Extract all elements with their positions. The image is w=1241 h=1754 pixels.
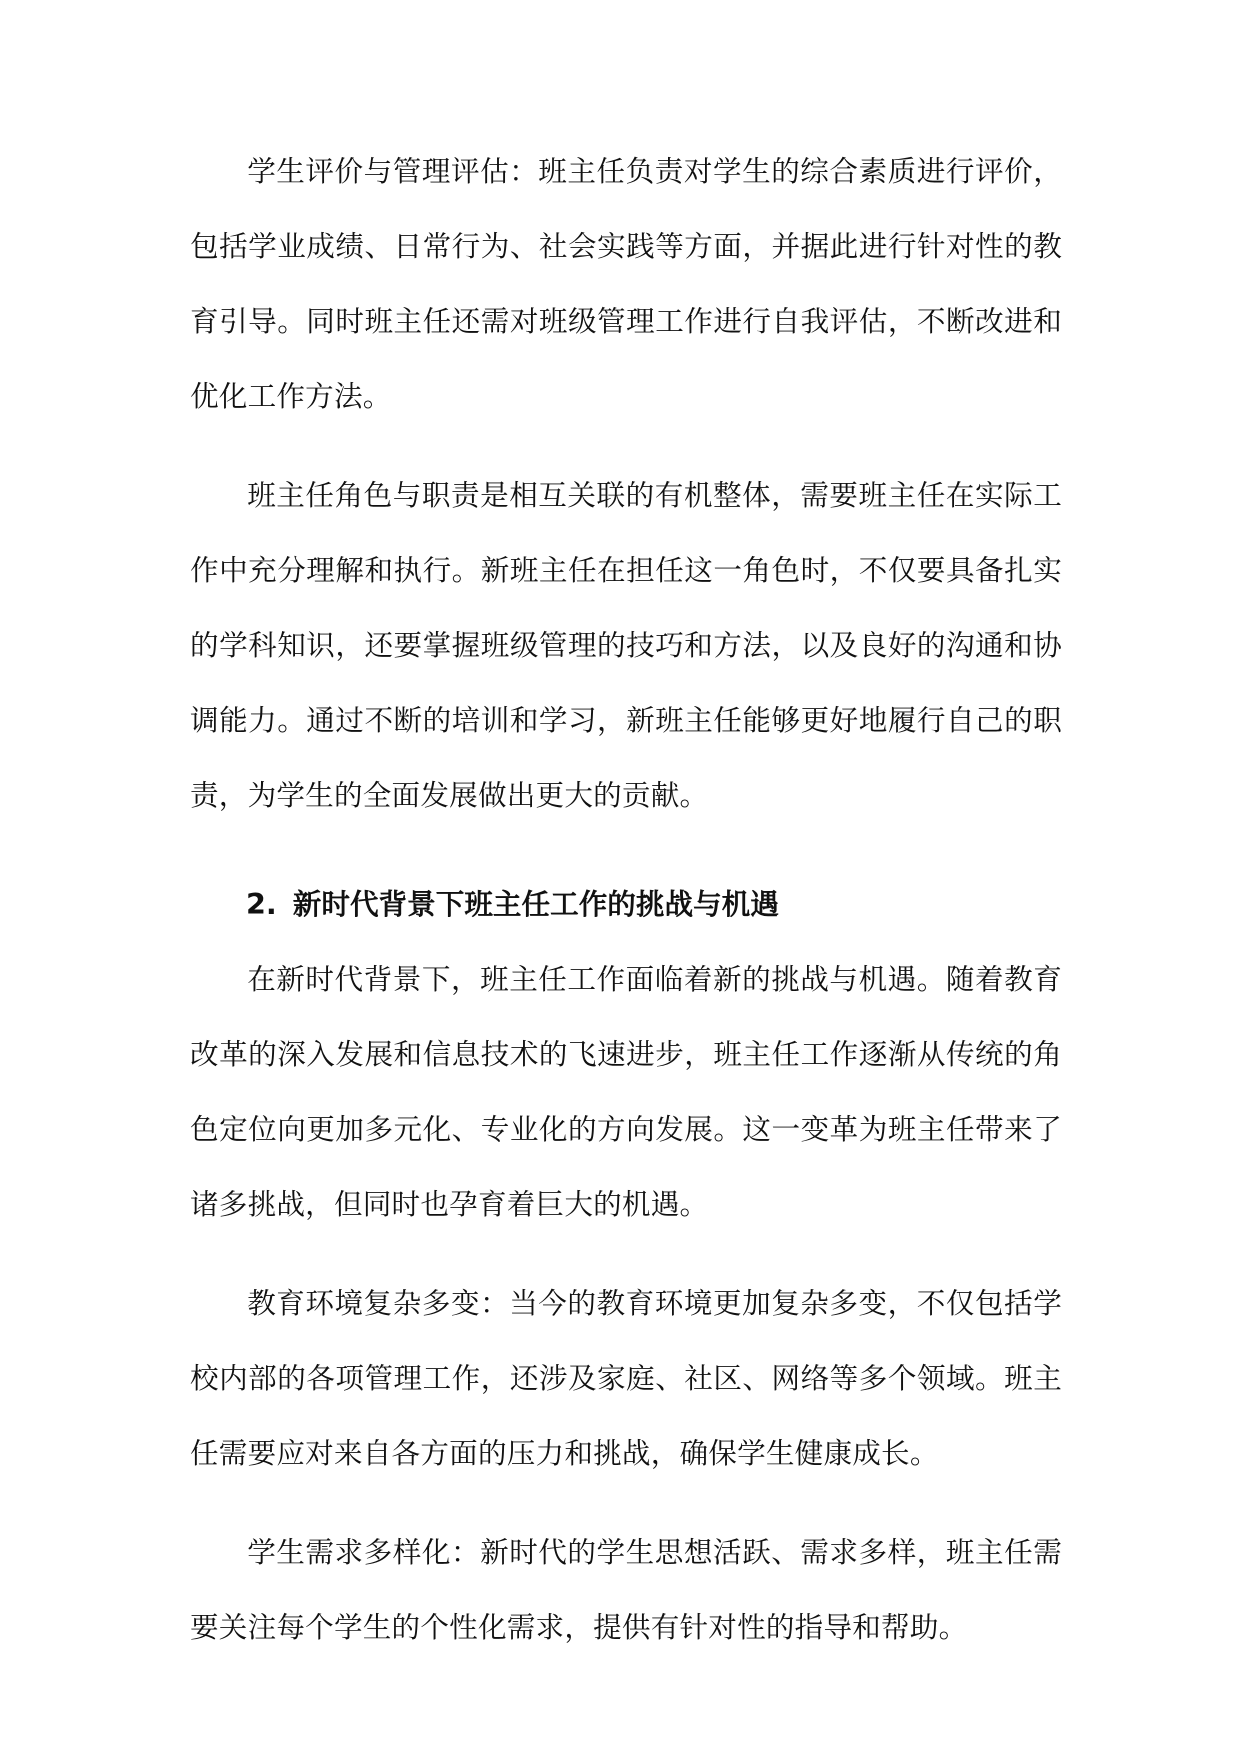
document-body bbox=[190, 134, 1062, 1689]
paragraph-new-era-intro: 在新时代背景下，班主任工作面临着新的挑战与机遇。随着教育改革的深入发展和信息技术的飞速进步，班主任工作逐渐从传统的角色定位向更加多元化、专业化的方向发展。这一变革为班主任带来了诸多挑战，但同时也孕育着巨大的机遇。 bbox=[190, 962, 1062, 1221]
section-title: 新时代背景下班主任工作的挑战与机遇 bbox=[292, 887, 779, 921]
section-heading bbox=[190, 867, 1062, 942]
paragraph-education-environment: 教育环境复杂多变：当今的教育环境更加复杂多变，不仅包括学校内部的各项管理工作，还涉及家庭、社区、网络等多个领域。班主任需要应对来自各方面的压力和挑战，确保学生健康成长。 bbox=[190, 1286, 1062, 1470]
section-number: 2. bbox=[246, 887, 277, 921]
paragraph-student-needs: 学生需求多样化：新时代的学生思想活跃、需求多样，班主任需要关注每个学生的个性化需求，提供有针对性的指导和帮助。 bbox=[190, 1535, 1062, 1644]
paragraph-role-and-duties: 班主任角色与职责是相互关联的有机整体，需要班主任在实际工作中充分理解和执行。新班主任在担任这一角色时，不仅要具备扎实的学科知识，还要掌握班级管理的技巧和方法，以及良好的沟通和协调能力。通过不断的培训和学习，新班主任能够更好地履行自己的职责，为学生的全面发展做出更大的贡献。 bbox=[190, 478, 1062, 812]
paragraph-student-evaluation: 学生评价与管理评估：班主任负责对学生的综合素质进行评价，包括学业成绩、日常行为、社会实践等方面，并据此进行针对性的教育引导。同时班主任还需对班级管理工作进行自我评估，不断改进和优化工作方法。 bbox=[190, 154, 1062, 413]
